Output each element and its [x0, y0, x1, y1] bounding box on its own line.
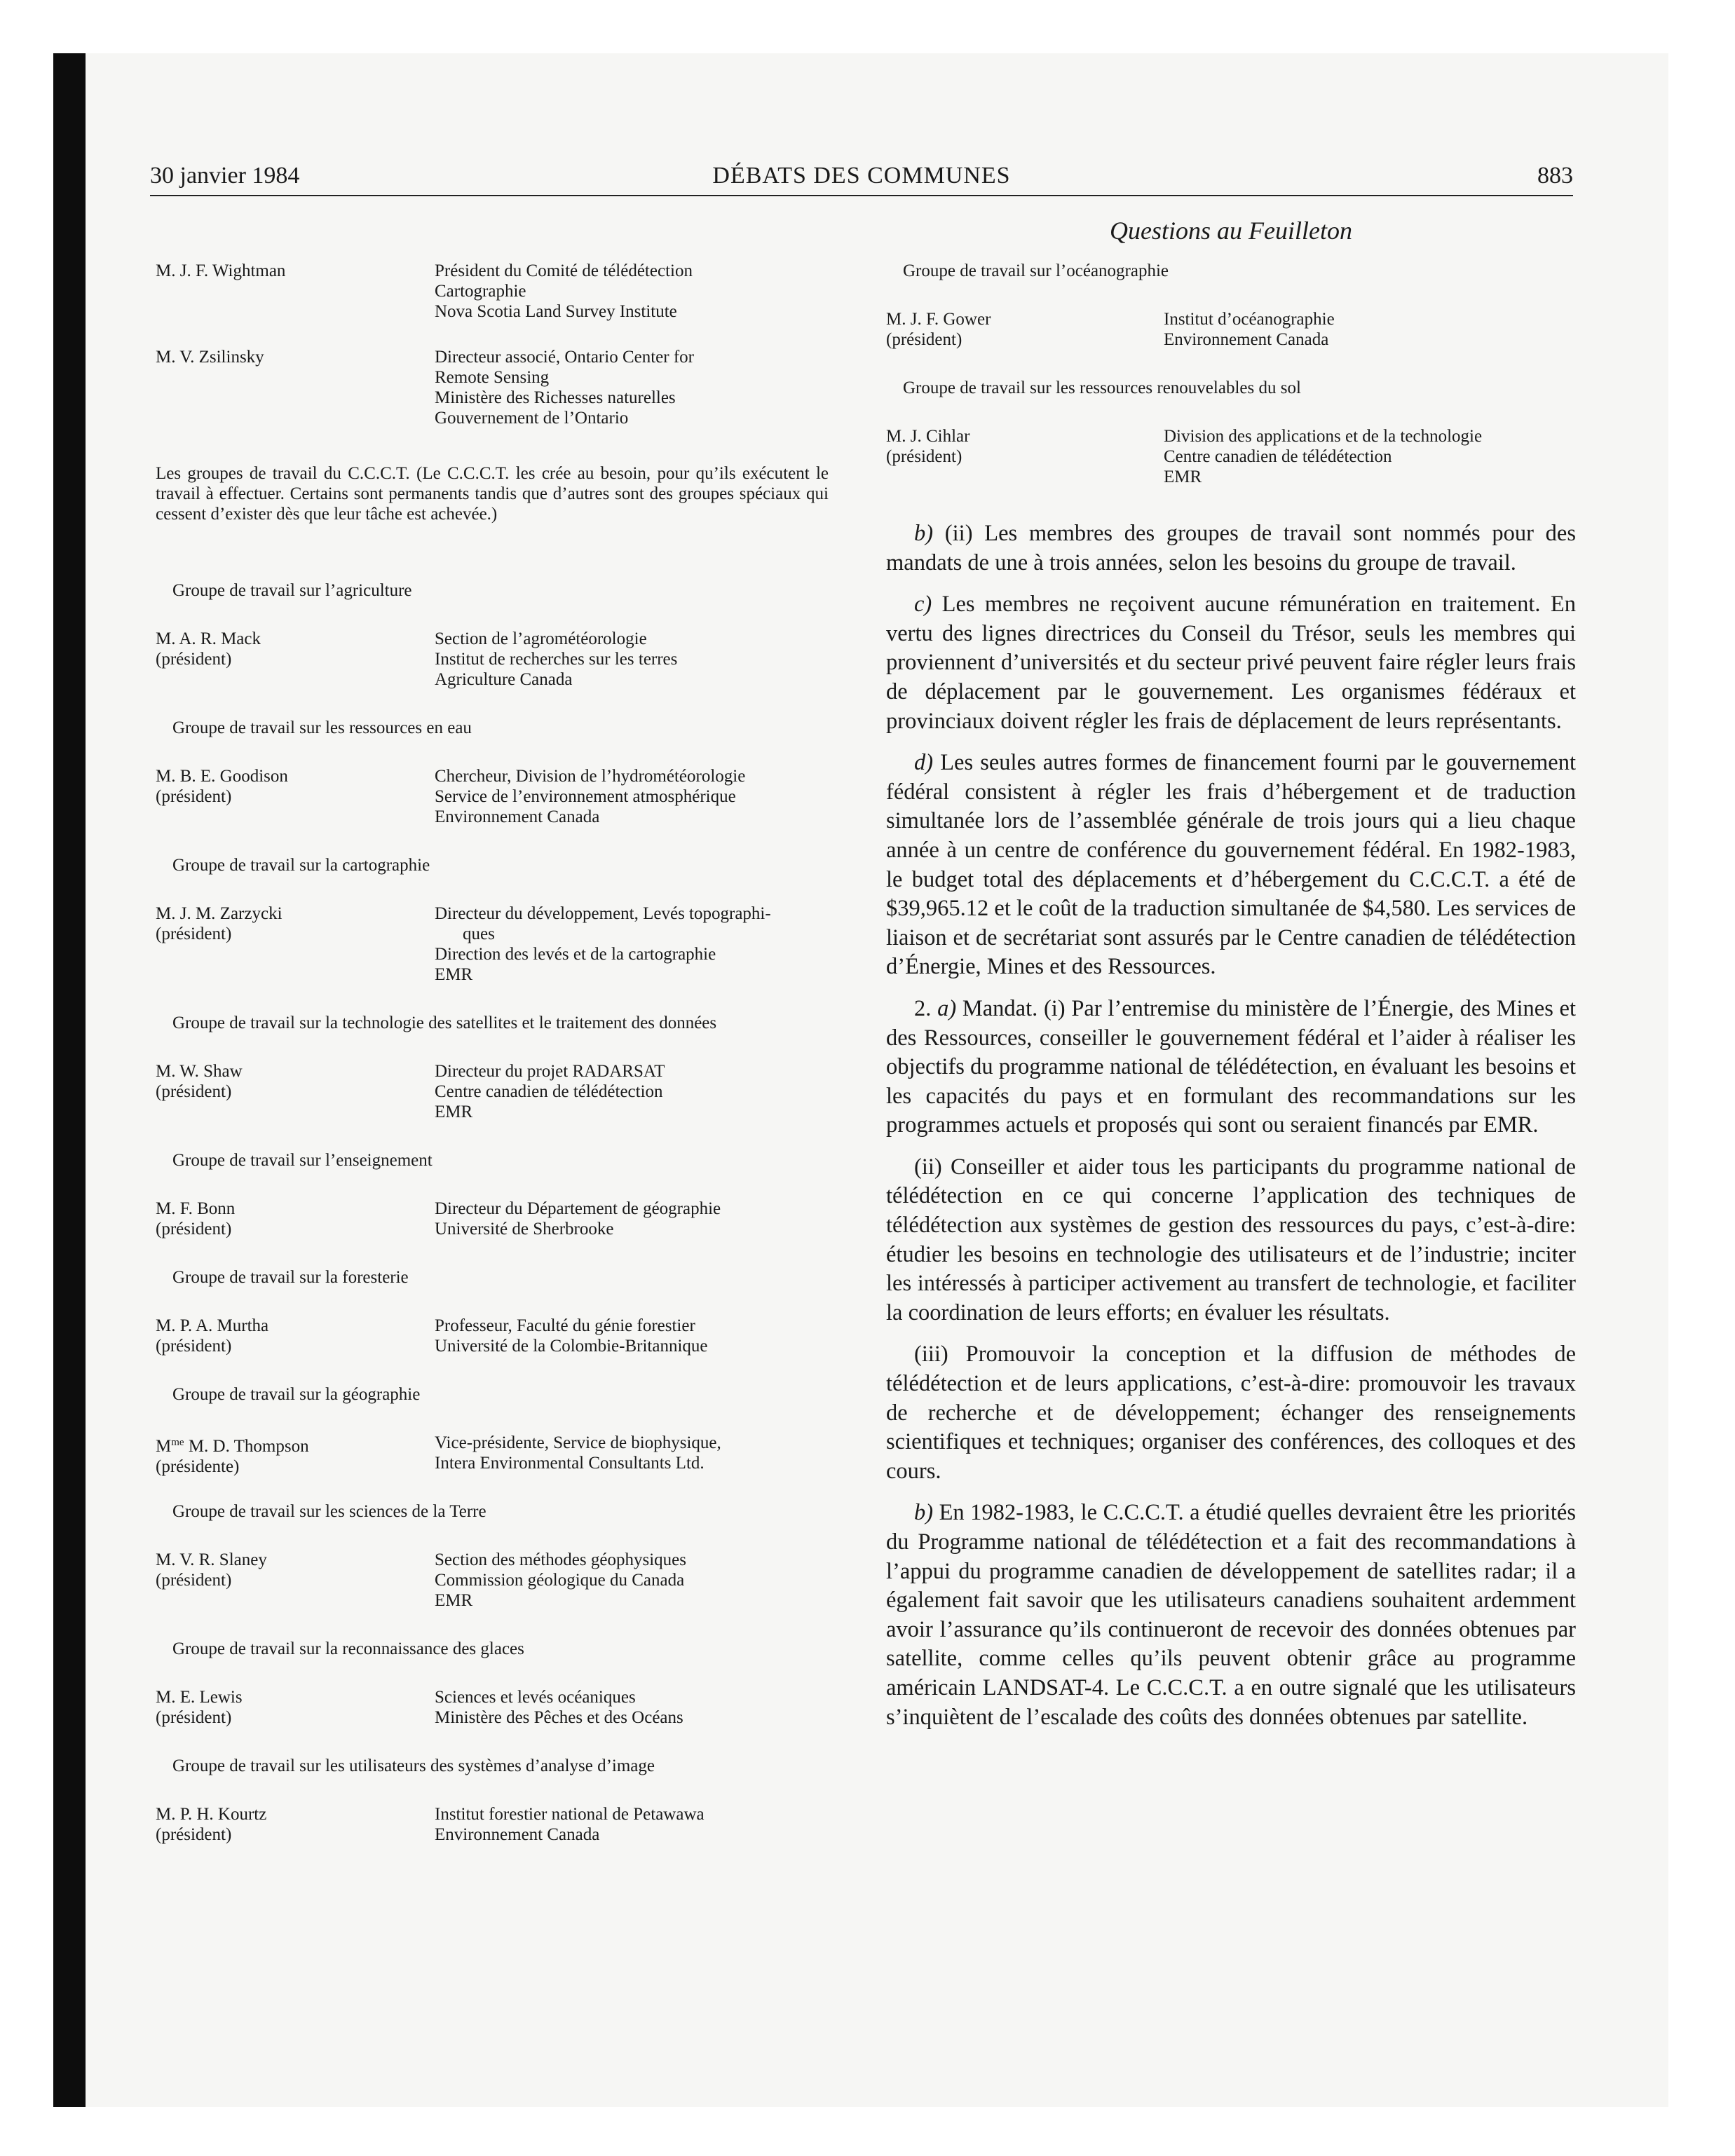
member-affiliation: Section des méthodes géophysiques — [435, 1550, 686, 1569]
member-entry — [156, 1433, 829, 1476]
member-affiliation: Ministère des Pêches et des Océans — [435, 1708, 683, 1727]
member-entry — [156, 1550, 829, 1611]
member-affiliation: Environnement Canada — [1164, 330, 1329, 349]
member-entry — [886, 309, 1576, 350]
member-affiliation: Environnement Canada — [435, 1825, 600, 1844]
member-affiliation: Intera Environmental Consultants Ltd. — [435, 1454, 705, 1473]
member-affiliation: Directeur associé, Ontario Center for — [435, 348, 694, 367]
member-role: (président) — [156, 1220, 232, 1239]
member-name: M. W. Shaw — [156, 1062, 243, 1081]
member-affiliation: Professeur, Faculté du génie forestier — [435, 1316, 695, 1335]
member-entry — [156, 1061, 829, 1122]
member-affiliation: Sciences et levés océaniques — [435, 1688, 636, 1707]
member-affiliation: EMR — [435, 1103, 473, 1121]
publication-title: DÉBATS DES COMMUNES — [712, 163, 1011, 189]
group-heading: Groupe de travail sur la technologie des satellites et le traitement des données — [172, 1014, 717, 1032]
member-affiliation: Chercheur, Division de l’hydrométéorologie — [435, 767, 746, 786]
member-affiliation: Institut de recherches sur les terres — [435, 650, 678, 669]
member-affiliation: Environnement Canada — [435, 807, 600, 826]
member-affiliation: Université de la Colombie-Britannique — [435, 1337, 708, 1356]
group-heading: Groupe de travail sur les utilisateurs des systèmes d’analyse d’image — [172, 1756, 655, 1775]
member-affiliation: Division des applications et de la technologie — [1164, 427, 1483, 446]
issue-date: 30 janvier 1984 — [150, 163, 300, 189]
body-paragraph: b) En 1982-1983, le C.C.C.T. a étudié quelles devraient être les priorités du Programme national de télédétection et a fait des recommandations à l’appui du programme canadien de développement de satellites radar; il a également fait savoir que les utilisateurs canadiens souhaitent ardemment avoir l’assurance qu’ils continueront de recevoir des données obtenues par satellite, comme celles qu’ils peuvent obtenir grâce au programme américain LANDSAT-4. Le C.C.C.T. a en outre signalé que les utilisateurs s’inquiètent de l’escalade des coûts des données obtenues par satellite. — [886, 1500, 1576, 1730]
left-column — [156, 261, 829, 1845]
group-heading: Groupe de travail sur la géographie — [172, 1385, 421, 1404]
body-paragraph: (ii) Conseiller et aider tous les participants du programme national de télédétection en ce qui concerne l’application des techniques de télédétection aux systèmes de gestion des ressources du pays, c’est-à-dire: étudier les besoins en technologie des utilisateurs et de l’industrie; inciter les intéressés à participer activement au transfert de technologie, et faciliter la coordination de leurs efforts; en évaluer les résultats. — [886, 1154, 1576, 1325]
member-entry — [156, 261, 829, 322]
member-affiliation: Ministère des Richesses naturelles — [435, 388, 676, 407]
right-column — [886, 261, 1576, 1732]
member-affiliation: Remote Sensing — [435, 368, 550, 387]
scan-margin-bottom — [0, 2107, 1735, 2156]
member-name: M. J. M. Zarzycki — [156, 904, 283, 923]
member-role: (président) — [156, 650, 232, 669]
member-affiliation: Direction des levés et de la cartographie — [435, 945, 716, 964]
member-affiliation: EMR — [1164, 468, 1202, 486]
member-role: (président) — [156, 925, 232, 943]
member-affiliation: Section de l’agrométéorologie — [435, 629, 647, 648]
member-entry — [156, 903, 829, 985]
body-paragraph: 2. a) Mandat. (i) Par l’entremise du ministère de l’Énergie, des Mines et des Ressources, conseiller le gouvernement fédéral et l’aider à réaliser les objectifs du programme national de télédétection, en évaluant les besoins et les capacités du pays et en formulant des recommandations sur les programmes actuels et proposés qui sont ou seraient financés par EMR. — [886, 995, 1576, 1138]
member-affiliation: Nova Scotia Land Survey Institute — [435, 302, 677, 321]
member-name: M. F. Bonn — [156, 1199, 236, 1218]
member-name: M. P. H. Kourtz — [156, 1805, 267, 1824]
member-affiliation: Commission géologique du Canada — [435, 1571, 685, 1590]
member-affiliation: Institut d’océanographie — [1164, 310, 1335, 329]
body-paragraph: (iii) Promouvoir la conception et la diffusion de méthodes de télédétection et de leurs applications, c’est-à-dire: promouvoir les travaux de recherche et de développement; échanger des renseignements scientifiques et techniques; organiser des conférences, des colloques et des cours. — [886, 1342, 1576, 1484]
member-affiliation: Président du Comité de télédétection — [435, 261, 693, 280]
member-affiliation: Directeur du projet RADARSAT — [435, 1062, 665, 1081]
member-name: M. J. Cihlar — [886, 427, 970, 446]
member-name: M. E. Lewis — [156, 1688, 243, 1707]
member-role: (président) — [156, 1825, 232, 1844]
body-paragraph: d) Les seules autres formes de financement fourni par le gouvernement fédéral consistent à régler les frais d’hébergement et de traduction simultanée lors de l’assemblée générale de trois jours qui a lieu chaque année à un centre de conférence du gouvernement fédéral. En 1982-1983, le budget total des déplacements et d’hébergement du C.C.C.T. a été de $39,965.12 et le coût de la traduction simultanée de $4,580. Les services de liaison et de secrétariat sont assurés par le Centre canadien de télédétection d’Énergie, Mines et des Ressources. — [886, 750, 1576, 980]
member-entry — [156, 766, 829, 827]
member-role: (président) — [156, 1337, 232, 1356]
member-affiliation: Directeur du développement, Levés topographi- — [435, 904, 771, 923]
member-affiliation: Gouvernement de l’Ontario — [435, 409, 629, 428]
section-title: Questions au Feuilleton — [1110, 217, 1352, 245]
scan-binding-edge — [53, 53, 86, 2107]
intro-paragraph: Les groupes de travail du C.C.C.T. (Le C.C.C.T. les crée au besoin, pour qu’ils exécutent le travail à effectuer. Certains sont permanents tandis que d’autres sont des groupes spéciaux qui cessent d’exister dès que leur tâche est achevée.) — [156, 464, 829, 524]
group-heading: Groupe de travail sur la reconnaissance des glaces — [172, 1639, 524, 1658]
member-entry — [156, 629, 829, 690]
group-heading: Groupe de travail sur l’enseignement — [172, 1151, 433, 1170]
group-heading: Groupe de travail sur les ressources en eau — [172, 718, 472, 737]
member-role: (président) — [886, 330, 962, 349]
member-affiliation: Vice-présidente, Service de biophysique, — [435, 1433, 721, 1452]
group-heading: Groupe de travail sur l’océanographie — [903, 261, 1169, 280]
body-paragraph: c) Les membres ne reçoivent aucune rémunération en traitement. En vertu des lignes directrices du Conseil du Trésor, seuls les membres qui proviennent d’universités et du secteur privé peuvent faire régler leurs frais de déplacement par le gouvernement. Les organismes fédéraux et provinciaux doivent régler les frais de déplacement de leurs représentants. — [886, 592, 1576, 734]
group-heading: Groupe de travail sur les ressources renouvelables du sol — [903, 378, 1301, 397]
member-name: M. B. E. Goodison — [156, 767, 288, 786]
member-entry — [886, 426, 1576, 487]
body-paragraph: b) (ii) Les membres des groupes de travail sont nommés pour des mandats de une à trois années, selon les besoins du groupe de travail. — [886, 521, 1576, 575]
group-heading: Groupe de travail sur la cartographie — [172, 856, 430, 875]
running-header — [150, 163, 1573, 191]
member-role: (président) — [156, 1571, 232, 1590]
member-affiliation: Université de Sherbrooke — [435, 1220, 614, 1239]
member-entry — [156, 1199, 829, 1239]
member-name: M. V. Zsilinsky — [156, 348, 264, 367]
member-role: (président) — [886, 447, 962, 466]
group-heading: Groupe de travail sur l’agriculture — [172, 581, 412, 600]
member-affiliation: Centre canadien de télédétection — [435, 1082, 663, 1101]
member-name: M. J. F. Gower — [886, 310, 991, 329]
member-affiliation: Institut forestier national de Petawawa — [435, 1805, 705, 1824]
member-affiliation: Cartographie — [435, 282, 526, 301]
header-rule — [150, 195, 1573, 196]
member-affiliation: Centre canadien de télédétection — [1164, 447, 1392, 466]
group-heading: Groupe de travail sur la foresterie — [172, 1268, 409, 1287]
member-entry — [156, 347, 829, 428]
member-role: (président) — [156, 1082, 232, 1101]
member-affiliation: EMR — [435, 965, 473, 984]
member-name: M. A. R. Mack — [156, 629, 261, 648]
member-name: M. V. R. Slaney — [156, 1550, 267, 1569]
member-name: M. P. A. Murtha — [156, 1316, 269, 1335]
member-role: (présidente) — [156, 1457, 240, 1476]
member-entry — [156, 1316, 829, 1356]
member-affiliation: Service de l’environnement atmosphérique — [435, 787, 736, 806]
scan-margin — [0, 0, 53, 2156]
member-affiliation: Agriculture Canada — [435, 670, 573, 689]
member-entry — [156, 1804, 829, 1845]
member-affiliation: ques — [463, 925, 495, 943]
page-number: 883 — [1537, 163, 1573, 189]
member-role: (président) — [156, 1708, 232, 1727]
member-affiliation: EMR — [435, 1591, 473, 1610]
member-role: (président) — [156, 787, 232, 806]
member-entry — [156, 1687, 829, 1728]
group-heading: Groupe de travail sur les sciences de la Terre — [172, 1502, 487, 1521]
member-name: M. J. F. Wightman — [156, 261, 286, 280]
member-affiliation: Directeur du Département de géographie — [435, 1199, 721, 1218]
member-name: $M^{me}$ M. D. Thompson — [156, 1437, 309, 1456]
